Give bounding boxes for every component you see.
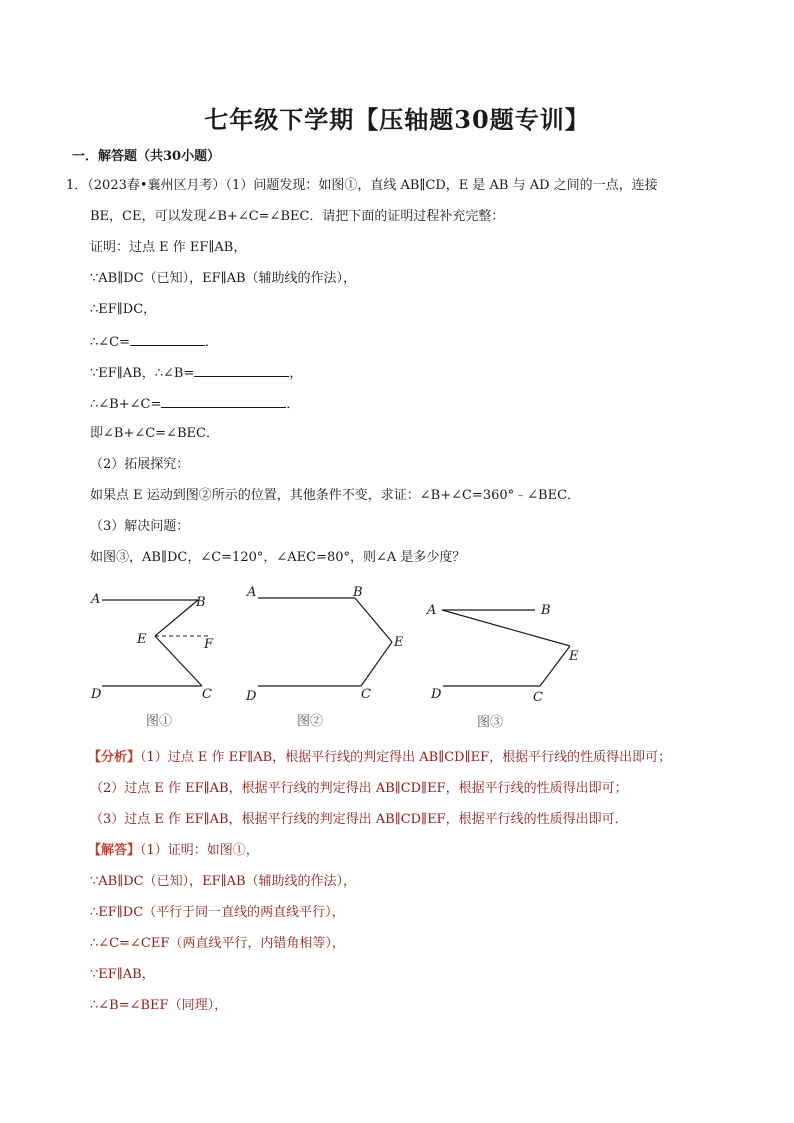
section-heading: 一．解答题（共30小题） [72,149,221,164]
problem-text: （1）问题发现：如图①，直线 AB∥CD，E 是 AB 与 AD 之间的一点，连接 [225,178,658,193]
label-d: D [91,687,102,702]
proof-line-3: ∴EF∥DC， [90,302,157,317]
label-e: E [394,635,404,650]
problem-line-1 [66,176,658,196]
figures [80,580,620,740]
proof-line-6 [90,393,299,415]
proof-text: ∴∠C= [90,335,131,350]
label-c: C [533,690,543,705]
answer-line-6: ∴∠B=∠BEF（同理）， [90,998,228,1013]
caption-fig-3: 图③ [477,715,504,730]
fill-blank-1[interactable] [130,331,205,346]
label-e: E [569,649,579,664]
line-be [355,598,392,642]
analysis-text: （1）过点 E 作 EF∥AB，根据平行线的判定得出 AB∥CD∥EF，根据平行线的性质得出即可； [140,750,672,765]
label-b: B [353,585,363,600]
label-f: F [204,637,214,652]
figure-1 [90,592,214,729]
answer-line-3: ∴EF∥DC（平行于同一直线的两直线平行）， [90,905,345,920]
line-ae [442,610,570,646]
analysis-tag: 【分析】 [88,750,141,765]
proof-text: ． [286,397,300,412]
problem-number: 1． [66,178,88,193]
proof-line-1: 证明：过点 E 作 EF∥AB， [90,240,247,255]
line-ec [155,636,202,686]
proof-line-4 [90,331,218,353]
answer-line-2: ∵AB∥DC（已知），EF∥AB（辅助线的作法）， [90,874,357,889]
figure-3 [426,603,579,730]
label-d: D [246,689,257,704]
figure-2 [245,585,404,729]
problem-line-2: BE，CE，可以发现∠B+∠C=∠BEC．请把下面的证明过程补充完整： [90,209,505,224]
label-c: C [361,687,371,702]
label-d: D [431,687,442,702]
fill-blank-2[interactable] [194,362,289,377]
part-3-text: 如图③，AB∥DC，∠C=120°，∠AEC=80°，则∠A 是多少度？ [90,550,466,565]
page-title: 七年级下学期【压轴题30题专训】 [204,105,590,134]
proof-text: ∴∠B+∠C= [90,397,162,412]
analysis-line-1 [88,748,671,768]
line-ec [361,642,392,686]
proof-text: ∵EF∥AB，∴∠B= [90,366,195,381]
line-be [155,600,198,636]
analysis-line-2: （2）过点 E 作 EF∥AB，根据平行线的判定得出 AB∥CD∥EF，根据平行线的性质得出即可； [90,781,628,796]
problem-source: （2023春•襄州区月考） [87,178,226,193]
answer-line-4: ∴∠C=∠CEF（两直线平行，内错角相等）， [90,936,345,951]
label-c: C [202,687,212,702]
label-a: A [427,603,437,618]
proof-text: ， [289,366,303,381]
answer-text: （1）证明：如图①， [140,843,259,858]
caption-fig-2: 图② [297,714,324,729]
answer-tag: 【解答】 [88,843,141,858]
proof-line-2: ∵AB∥DC（已知），EF∥AB（辅助线的作法）， [90,271,357,286]
label-a: A [91,592,101,607]
label-e: E [137,632,147,647]
analysis-line-3: （3）过点 E 作 EF∥AB，根据平行线的判定得出 AB∥CD∥EF，根据平行线的性质得出即可． [90,812,628,827]
geometry-figures [80,580,620,740]
part-3-heading: （3）解决问题： [90,519,190,534]
fill-blank-3[interactable] [161,393,286,408]
answer-line-1 [88,841,259,861]
proof-text: ． [205,335,219,350]
label-a: A [247,585,257,600]
line-ec [540,646,570,686]
answer-line-5: ∵EF∥AB， [90,967,155,982]
part-2-heading: （2）拓展探究： [90,457,190,472]
proof-line-5 [90,362,302,384]
label-b: B [196,595,206,610]
caption-fig-1: 图① [146,714,173,729]
label-b: B [541,603,551,618]
part-2-text: 如果点 E 运动到图②所示的位置，其他条件不变，求证：∠B+∠C=360°﹣∠BEC． [90,488,581,503]
proof-line-7: 即∠B+∠C=∠BEC． [90,426,219,441]
